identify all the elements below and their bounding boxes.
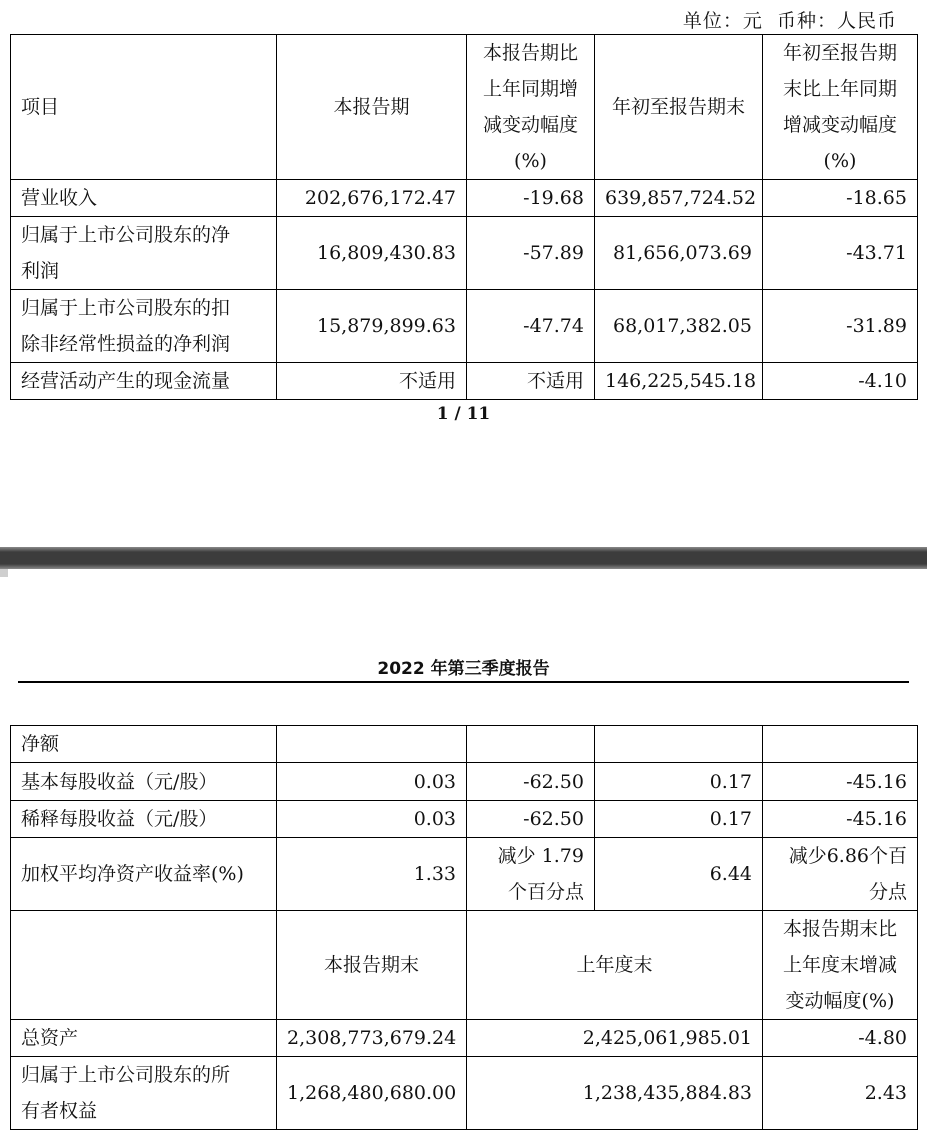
header-current-change: 本报告期比 上年同期增 减变动幅度 (%): [467, 35, 595, 180]
row-ytd-change: -45.16: [763, 801, 918, 838]
table-row: [11, 180, 918, 217]
row-ytd: 639,857,724.52: [595, 180, 763, 217]
row-ytd-change: -4.10: [763, 363, 918, 400]
row-current-change: -62.50: [467, 801, 595, 838]
row-current-change: [467, 726, 595, 763]
row-item: 归属于上市公司股东的所 有者权益: [11, 1057, 277, 1130]
page-separator: [0, 547, 927, 569]
row-current: 1.33: [277, 838, 467, 911]
row-ytd: 6.44: [595, 838, 763, 911]
row-current-change: -19.68: [467, 180, 595, 217]
row-current-change: -57.89: [467, 217, 595, 290]
row-ytd: 0.17: [595, 801, 763, 838]
row-item: 净额: [11, 726, 277, 763]
balance-header-item: [11, 911, 277, 1020]
row-item: 经营活动产生的现金流量: [11, 363, 277, 400]
unit-currency-line: 单位：元 币种：人民币: [682, 10, 897, 32]
table-row: [11, 1057, 918, 1130]
header-ytd: 年初至报告期末: [595, 35, 763, 180]
row-period-end: 2,308,773,679.24: [277, 1020, 467, 1057]
row-item: 归属于上市公司股东的净 利润: [11, 217, 277, 290]
table-row: [11, 838, 918, 911]
header-ytd-change: 年初至报告期 末比上年同期 增减变动幅度 (%): [763, 35, 918, 180]
separator-notch: [0, 569, 8, 577]
page-number: 1 / 11: [436, 404, 491, 424]
row-item: 加权平均净资产收益率(%): [11, 838, 277, 911]
row-item: 稀释每股收益（元/股）: [11, 801, 277, 838]
row-current: 15,879,899.63: [277, 290, 467, 363]
row-current: 202,676,172.47: [277, 180, 467, 217]
row-ytd-change: 减少6.86个百 分点: [763, 838, 918, 911]
row-ytd: 146,225,545.18: [595, 363, 763, 400]
row-ytd: 0.17: [595, 763, 763, 801]
report-header-title: 2022 年第三季度报告: [377, 659, 550, 679]
row-change: -4.80: [763, 1020, 918, 1057]
row-item: 总资产: [11, 1020, 277, 1057]
row-ytd-change: -43.71: [763, 217, 918, 290]
row-ytd: 81,656,073.69: [595, 217, 763, 290]
table-row: [11, 1020, 918, 1057]
row-period-end: 1,268,480,680.00: [277, 1057, 467, 1130]
table-row: [11, 801, 918, 838]
row-current: 0.03: [277, 801, 467, 838]
balance-header-change: 本报告期末比 上年度末增减 变动幅度(%): [763, 911, 918, 1020]
row-current-change: -62.50: [467, 763, 595, 801]
balance-header-row: [11, 911, 918, 1020]
row-item: 基本每股收益（元/股）: [11, 763, 277, 801]
row-current: [277, 726, 467, 763]
row-current: 0.03: [277, 763, 467, 801]
row-ytd-change: -45.16: [763, 763, 918, 801]
table-row: [11, 217, 918, 290]
row-ytd: [595, 726, 763, 763]
financial-summary-table-continued: [10, 725, 918, 1130]
row-ytd-change: [763, 726, 918, 763]
row-current: 16,809,430.83: [277, 217, 467, 290]
row-prior-year-end: 2,425,061,985.01: [467, 1020, 763, 1057]
header-current-period: 本报告期: [277, 35, 467, 180]
table-row: [11, 290, 918, 363]
row-ytd: 68,017,382.05: [595, 290, 763, 363]
balance-header-prior-year-end: 上年度末: [467, 911, 763, 1020]
row-item: 归属于上市公司股东的扣 除非经常性损益的净利润: [11, 290, 277, 363]
row-item: 营业收入: [11, 180, 277, 217]
row-current-change: -47.74: [467, 290, 595, 363]
table-row: [11, 363, 918, 400]
row-ytd-change: -18.65: [763, 180, 918, 217]
header-item: 项目: [11, 35, 277, 180]
table-row: [11, 763, 918, 801]
table-header-row: [11, 35, 918, 180]
row-current-change: 不适用: [467, 363, 595, 400]
financial-summary-table: [10, 34, 918, 400]
balance-header-period-end: 本报告期末: [277, 911, 467, 1020]
row-current-change: 减少 1.79 个百分点: [467, 838, 595, 911]
table-row: [11, 726, 918, 763]
row-ytd-change: -31.89: [763, 290, 918, 363]
row-prior-year-end: 1,238,435,884.83: [467, 1057, 763, 1130]
header-rule: [18, 681, 909, 683]
row-change: 2.43: [763, 1057, 918, 1130]
row-current: 不适用: [277, 363, 467, 400]
